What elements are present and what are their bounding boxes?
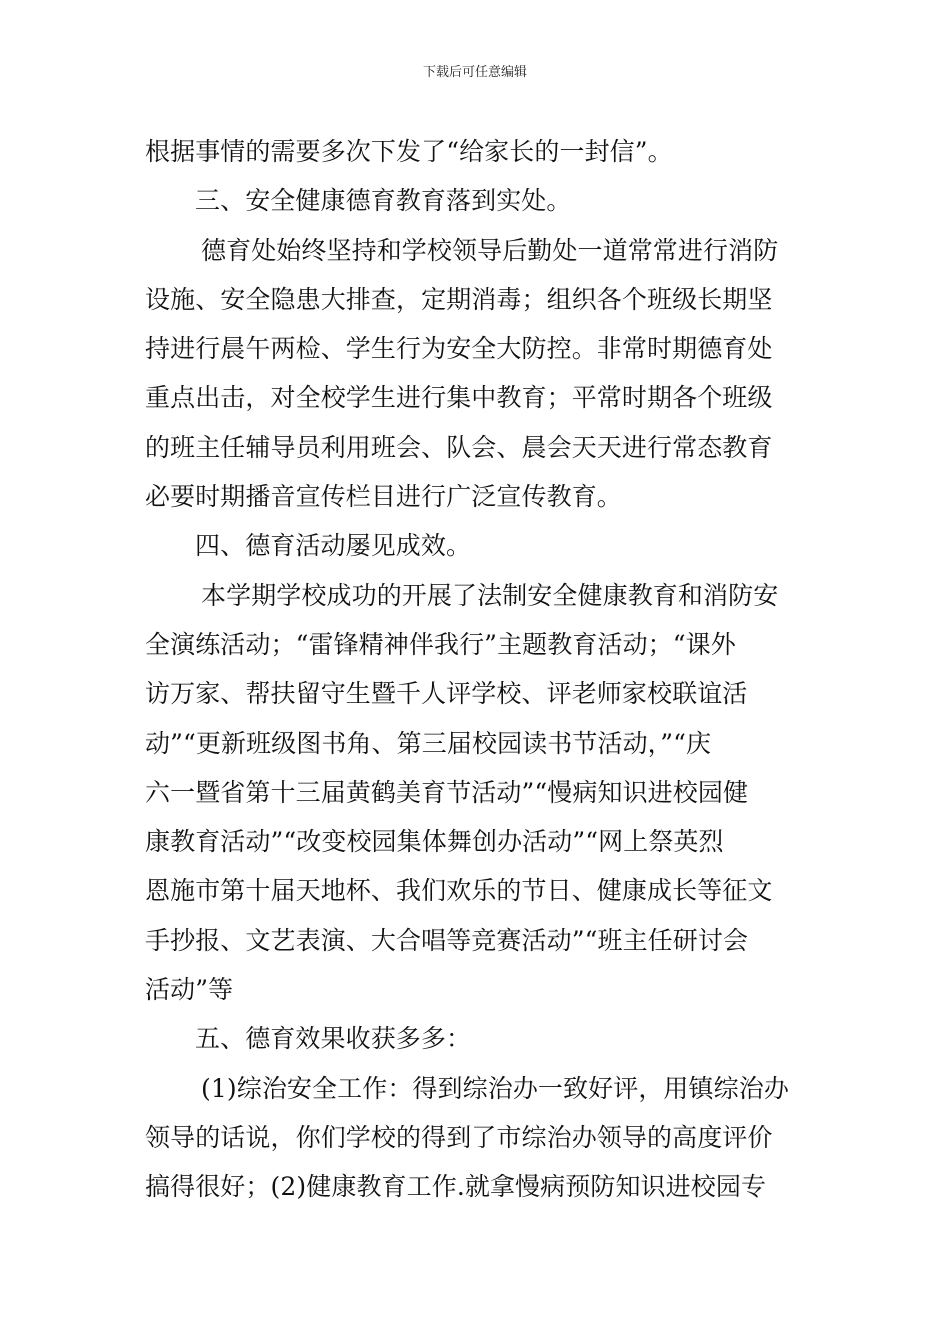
text-line: 领导的话说，你们学校的得到了市综治办领导的高度评价 [145, 1122, 773, 1152]
text-line: 必要时期播音宣传栏目进行广泛宣传教育。 [145, 482, 622, 512]
text-line: 全演练活动；“雷锋精神伴我行”主题教育活动；“课外 [145, 629, 736, 659]
text-line: 动”“更新班级图书角、第三届校园读书节活动，”“庆 [145, 728, 712, 758]
section-heading: 五、德育效果收获多多： [195, 1024, 472, 1054]
text-line: 康教育活动”“改变校园集体舞创办活动”“网上祭英烈 [145, 827, 724, 857]
paragraph-first-line: (1)综治安全工作：得到综治办一致好评，用镇综治办 [201, 1073, 789, 1103]
text-line: 手抄报、文艺表演、大合唱等竞赛活动”“班主任研讨会 [145, 925, 749, 955]
text-line: 搞得很好；(2)健康教育工作.就拿慢病预防知识进校园专 [145, 1172, 767, 1202]
document-body [145, 127, 807, 1212]
text-line: 根据事情的需要多次下发了“给家长的一封信”。 [145, 137, 673, 166]
text-line: 活动”等 [145, 975, 234, 1005]
paragraph-first-line: 德育处始终坚持和学校领导后勤处一道常常进行消防 [201, 235, 779, 265]
text-line: 访万家、帮扶留守生暨千人评学校、评老师家校联谊活 [145, 679, 748, 709]
section-heading: 四、德育活动屡见成效。 [195, 531, 472, 561]
text-line: 恩施市第十届天地杯、我们欢乐的节日、健康成长等征文 [145, 876, 773, 906]
paragraph-first-line: 本学期学校成功的开展了法制安全健康教育和消防安 [201, 580, 779, 610]
section-heading: 三、安全健康德育教育落到实处。 [195, 186, 572, 216]
text-line: 的班主任辅导员利用班会、队会、晨会天天进行常态教育 [145, 432, 773, 462]
text-line: 重点出击，对全校学生进行集中教育；平常时期各个班级 [145, 383, 773, 413]
text-line: 六一暨省第十三届黄鹤美育节活动”“慢病知识进校园健 [145, 777, 749, 807]
text-line: 设施、安全隐患大排查，定期消毒；组织各个班级长期坚 [145, 284, 773, 314]
page-header-note: 下载后可任意编辑 [422, 65, 527, 80]
text-line: 持进行晨午两检、学生行为安全大防控。非常时期德育处 [145, 334, 773, 364]
